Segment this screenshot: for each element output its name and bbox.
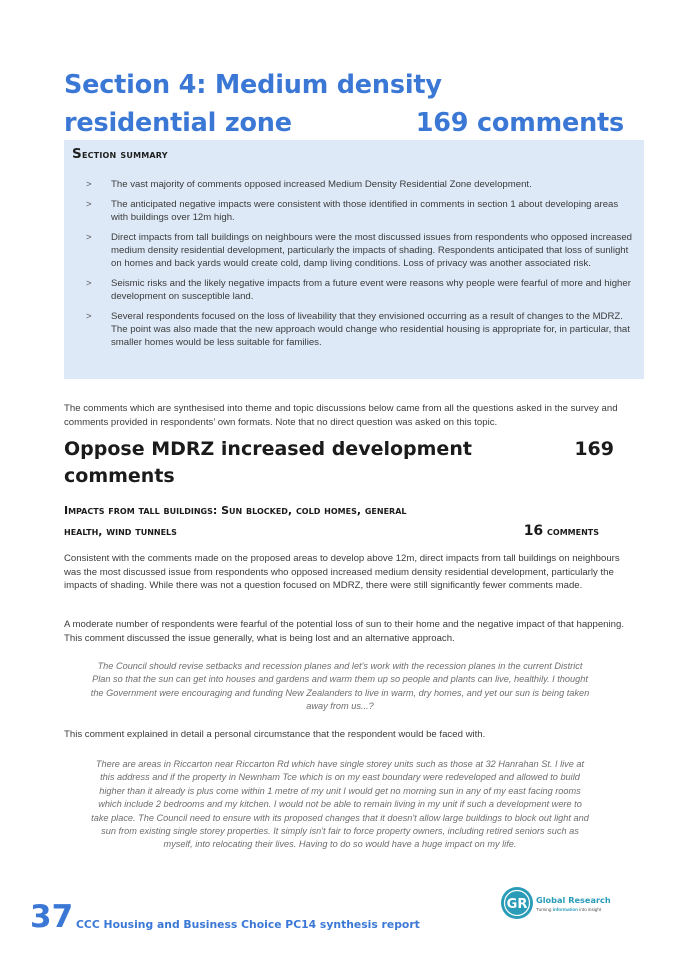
topic-subheading-line2: health, wind tunnels [64,525,177,538]
oppose-heading-line2: comments [64,465,175,487]
bullet-arrow-icon: > [86,278,92,289]
section-summary-box [64,140,644,379]
summary-item: > Seismic risks and the likely negative impacts from a future event were reasons why people were fearful of more and higher development on susceptible land. [86,278,631,303]
oppose-heading [64,436,614,490]
bullet-arrow-icon: > [86,231,92,243]
section-title-line1: Section 4: Medium density [64,70,442,100]
bullet-arrow-icon: > [86,179,92,190]
topic-subheading-line1: Impacts from tall buildings: Sun blocked, cold homes, general [64,504,407,517]
section-comment-count: 169 comments [415,108,624,138]
topic-comment-count: 16 comments [523,523,599,539]
summary-list [86,178,634,356]
bullet-arrow-icon: > [86,311,92,322]
section-title-line2: residential zone [64,108,292,138]
section-title [64,66,624,142]
summary-item: > Several respondents focused on the loss of liveability that they envisioned occurring as a result of changes to the MDRZ. The point was also made that the new approach would change who residential housing is appropriate for, in particular, that smaller homes would be less suitable for families. [86,311,630,349]
bullet-arrow-icon: > [86,198,92,210]
summary-item: > Direct impacts from tall buildings on neighbours were the most discussed issues from respondents who opposed increased medium density residential development, particularly the impacts of shading. Respondents anticipated that loss of sunlight on homes and back yards would create cold, damp living conditions. Loss of privacy was another associated risk. [86,231,632,270]
topic-subheading-line2-row [64,521,599,542]
body-paragraph-1: Consistent with the comments made on the proposed areas to develop above 12m, direct impacts from tall buildings on neighbours was the most discussed issue from respondents who opposed increased medium density residential development, particularly the impacts of shading. While there was not a question focused on MDRZ, there were still significantly fewer comments made. [64,553,620,592]
body-paragraph-2: A moderate number of respondents were fearful of the potential loss of sun to their home and the negative impact of that happening. This comment discussed the issue generally, what is being lost and an alternative approach. [64,619,624,644]
section-title-line2-row [64,104,624,142]
respondent-quote-1: The Council should revise setbacks and recession planes and let's work with the recession planes in the current District Plan so that the sun can get into houses and gardens and warm them up so people and plants can live, healthily. I thought the Government were encouraging and funding New Zealanders to live in warm, dry homes, and yet our sun is being taken away from us...? [90,661,590,712]
page-number: 37 [30,899,74,935]
summary-item: > The anticipated negative impacts were consistent with those identified in comments in section 1 about developing areas with buildings over 12m high. [86,198,619,223]
logo-name: Global Research [536,895,611,905]
intro-paragraph: The comments which are synthesised into theme and topic discussions below came from all the questions asked in the survey and comments provided in respondents’ own formats. Note that no direct question was asked on this topic. [64,403,618,428]
logo-tagline: Turning information into insight [536,907,602,912]
topic-subheading [64,500,599,542]
oppose-heading-line1: Oppose MDRZ increased development [64,438,472,460]
logo-mark-icon [500,886,534,920]
report-title: CCC Housing and Business Choice PC14 synthesis report [76,918,420,931]
global-research-logo [500,886,650,922]
body-paragraph-3: This comment explained in detail a personal circumstance that the respondent would be faced with. [64,729,486,740]
oppose-comment-count: 169 [574,438,614,460]
summary-heading: Section summary [72,146,168,162]
summary-item: > The vast majority of comments opposed increased Medium Density Residential Zone development. [86,179,532,190]
logo-letters: GR [506,897,528,912]
respondent-quote-2: There are areas in Riccarton near Riccarton Rd which have single storey units such as those at 32 Hanrahan St. I live at this address and if the property in Newnham Tce which is on my east boundary were redeveloped and allowed to build higher than it already is plus come within 1 metre of my unit I would get no morning sun in any of my east facing rooms which include 2 bedrooms and my kitchen. I would not be able to remain living in my unit if such a development were to take place. The Council need to ensure with its proposed changes that it doesn't allow large buildings to block out light and sun from existing single storey properties. It simply isn't fair to force property owners, including retired seniors such as myself, into relocating their lives. Having to do so would have a huge impact on my life. [91,759,589,850]
